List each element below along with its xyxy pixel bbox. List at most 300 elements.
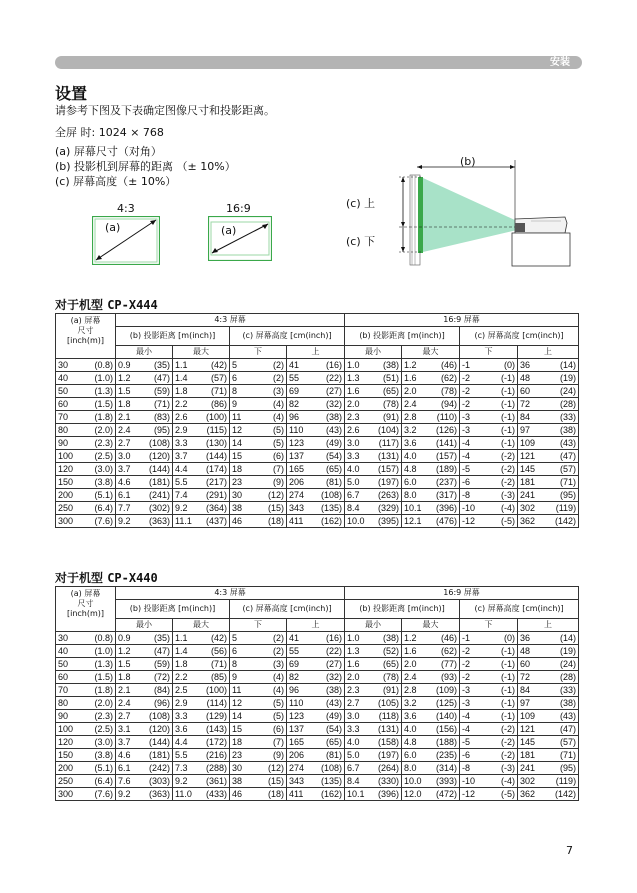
- value-cell: [345, 632, 402, 645]
- value-cell: [173, 424, 230, 437]
- cell-value: 90: [58, 711, 69, 721]
- cell-paren-value: (-1): [501, 672, 516, 682]
- cell-value: 6.0: [404, 750, 417, 760]
- cell-paren-value: (43): [326, 698, 343, 708]
- value-cell: [287, 463, 345, 476]
- value-cell: [173, 645, 230, 658]
- value-cell: [287, 684, 345, 697]
- cell-paren-value: (1.5): [94, 672, 113, 682]
- cell-paren-value: (172): [205, 737, 227, 747]
- value-cell: [173, 710, 230, 723]
- table-row: [56, 450, 579, 463]
- cell-value: 100: [58, 724, 74, 734]
- cell-value: 15: [232, 451, 243, 461]
- value-cell: [345, 788, 402, 801]
- value-cell: [518, 723, 579, 736]
- cell-paren-value: (62): [441, 646, 458, 656]
- table-row: [56, 775, 579, 788]
- value-cell: [345, 658, 402, 671]
- cell-paren-value: (2): [273, 646, 284, 656]
- cell-paren-value: (27): [326, 386, 343, 396]
- cell-paren-value: (0): [504, 633, 516, 643]
- cell-value: 6: [232, 646, 238, 656]
- cell-paren-value: (197): [378, 750, 400, 760]
- cell-value: 165: [289, 464, 305, 474]
- cell-paren-value: (141): [436, 438, 458, 448]
- cell-value: -5: [462, 464, 471, 474]
- value-cell: [460, 463, 518, 476]
- cell-paren-value: (-1): [501, 412, 516, 422]
- value-cell: [116, 411, 173, 424]
- screen-size-cell: [56, 463, 116, 476]
- cell-paren-value: (162): [321, 789, 343, 799]
- cell-paren-value: (35): [153, 360, 170, 370]
- header-distance-43: (b) 投影距离 [m(inch)]: [116, 327, 230, 346]
- cell-paren-value: (3): [273, 386, 284, 396]
- value-cell: [287, 697, 345, 710]
- cell-paren-value: (396): [378, 789, 400, 799]
- cell-paren-value: (110): [436, 412, 458, 422]
- cell-value: 3.6: [404, 711, 417, 721]
- value-cell: [518, 658, 579, 671]
- cell-paren-value: (16): [326, 633, 343, 643]
- value-cell: [345, 775, 402, 788]
- cell-value: 3.3: [175, 711, 188, 721]
- cell-value: 5.0: [347, 750, 360, 760]
- ratio-169-tag: (a): [221, 224, 237, 237]
- value-cell: [345, 450, 402, 463]
- cell-paren-value: (303): [148, 776, 170, 786]
- cell-value: -8: [462, 490, 471, 500]
- cell-value: 2.4: [404, 399, 417, 409]
- value-cell: [518, 684, 579, 697]
- cell-value: 72: [520, 399, 531, 409]
- value-cell: [230, 710, 287, 723]
- value-cell: [402, 658, 460, 671]
- cell-paren-value: (361): [205, 776, 227, 786]
- cell-paren-value: (1.0): [94, 373, 113, 383]
- value-cell: [345, 411, 402, 424]
- cell-paren-value: (7.6): [94, 516, 113, 526]
- value-cell: [518, 632, 579, 645]
- cell-value: 274: [289, 490, 305, 500]
- cell-paren-value: (9): [273, 750, 284, 760]
- cell-value: 2.4: [118, 425, 131, 435]
- cell-value: 72: [520, 672, 531, 682]
- model-title-1: [55, 296, 158, 313]
- cell-paren-value: (263): [378, 490, 400, 500]
- cell-paren-value: (135): [321, 776, 343, 786]
- value-cell: [287, 775, 345, 788]
- cell-paren-value: (-5): [501, 516, 516, 526]
- value-cell: [402, 749, 460, 762]
- value-cell: [460, 749, 518, 762]
- cell-paren-value: (71): [210, 659, 227, 669]
- cell-value: 2.0: [347, 399, 360, 409]
- cell-paren-value: (33): [560, 685, 577, 695]
- value-cell: [460, 658, 518, 671]
- cell-value: 121: [520, 724, 536, 734]
- value-cell: [460, 437, 518, 450]
- value-cell: [518, 645, 579, 658]
- cell-paren-value: (-1): [501, 373, 516, 383]
- value-cell: [230, 502, 287, 515]
- cell-value: 241: [520, 763, 536, 773]
- cell-paren-value: (181): [148, 477, 170, 487]
- value-cell: [230, 424, 287, 437]
- screen-size-cell: [56, 736, 116, 749]
- value-cell: [287, 385, 345, 398]
- cell-paren-value: (0.8): [94, 633, 113, 643]
- cell-value: 40: [58, 646, 69, 656]
- screen-size-cell: [56, 775, 116, 788]
- value-cell: [173, 385, 230, 398]
- value-cell: [518, 372, 579, 385]
- cell-paren-value: (49): [326, 711, 343, 721]
- cell-paren-value: (16): [326, 360, 343, 370]
- cell-value: 6.0: [404, 477, 417, 487]
- value-cell: [287, 632, 345, 645]
- cell-paren-value: (7.6): [94, 789, 113, 799]
- value-cell: [402, 736, 460, 749]
- header-down: 下: [230, 619, 287, 632]
- cell-value: -4: [462, 451, 471, 461]
- cell-paren-value: (2.3): [94, 711, 113, 721]
- cell-paren-value: (4): [273, 412, 284, 422]
- cell-paren-value: (6): [273, 451, 284, 461]
- value-cell: [230, 359, 287, 372]
- cell-paren-value: (86): [210, 399, 227, 409]
- value-cell: [230, 632, 287, 645]
- screen-size-cell: [56, 762, 116, 775]
- value-cell: [173, 762, 230, 775]
- value-cell: [518, 359, 579, 372]
- screen-size-cell: [56, 398, 116, 411]
- cell-paren-value: (0.8): [94, 360, 113, 370]
- cell-value: 137: [289, 451, 305, 461]
- cell-value: 100: [58, 451, 74, 461]
- cell-paren-value: (49): [326, 438, 343, 448]
- value-cell: [116, 723, 173, 736]
- cell-paren-value: (56): [210, 646, 227, 656]
- cell-value: 2.2: [175, 672, 188, 682]
- cell-value: 3.7: [175, 451, 188, 461]
- value-cell: [230, 645, 287, 658]
- value-cell: [402, 762, 460, 775]
- cell-value: 1.2: [404, 360, 417, 370]
- cell-value: 4.4: [175, 464, 188, 474]
- diagram-label-c-down: (c) 下: [346, 235, 376, 248]
- model-name: CP-X444: [107, 298, 158, 312]
- header-screen-size: (a) 屏幕 尺寸 [inch(m)]: [56, 314, 116, 359]
- cell-value: -2: [462, 659, 471, 669]
- table-row: [56, 671, 579, 684]
- cell-paren-value: (241): [148, 490, 170, 500]
- cell-paren-value: (6.4): [94, 503, 113, 513]
- header-up: 上: [287, 346, 345, 359]
- value-cell: [518, 697, 579, 710]
- cell-value: 1.8: [118, 399, 131, 409]
- cell-paren-value: (47): [560, 724, 577, 734]
- cell-paren-value: (94): [441, 399, 458, 409]
- value-cell: [460, 788, 518, 801]
- cell-value: 1.8: [175, 386, 188, 396]
- value-cell: [518, 775, 579, 788]
- cell-paren-value: (5): [273, 438, 284, 448]
- value-cell: [345, 671, 402, 684]
- cell-value: 1.0: [347, 360, 360, 370]
- screen-size-cell: [56, 671, 116, 684]
- header-max: 最大: [402, 619, 460, 632]
- cell-value: 4.8: [404, 737, 417, 747]
- cell-paren-value: (-2): [501, 451, 516, 461]
- cell-value: 82: [289, 399, 300, 409]
- cell-paren-value: (-1): [501, 438, 516, 448]
- cell-value: 97: [520, 425, 531, 435]
- value-cell: [116, 398, 173, 411]
- cell-paren-value: (157): [378, 464, 400, 474]
- cell-value: 7.7: [118, 503, 131, 513]
- cell-paren-value: (7): [273, 737, 284, 747]
- cell-paren-value: (-1): [501, 399, 516, 409]
- cell-value: 250: [58, 776, 74, 786]
- header-min: 最小: [116, 346, 173, 359]
- cell-paren-value: (143): [205, 724, 227, 734]
- cell-value: 1.8: [118, 672, 131, 682]
- screen-size-cell: [56, 359, 116, 372]
- cell-paren-value: (42): [210, 633, 227, 643]
- cell-paren-value: (-4): [501, 503, 516, 513]
- cell-value: 50: [58, 386, 69, 396]
- cell-value: -2: [462, 646, 471, 656]
- ratio-43-tag: (a): [105, 221, 121, 234]
- value-cell: [287, 762, 345, 775]
- cell-value: 18: [232, 464, 243, 474]
- cell-value: 40: [58, 373, 69, 383]
- screen-size-cell: [56, 424, 116, 437]
- value-cell: [402, 710, 460, 723]
- cell-paren-value: (28): [560, 672, 577, 682]
- cell-value: 302: [520, 776, 536, 786]
- cell-paren-value: (1.5): [94, 399, 113, 409]
- cell-paren-value: (-1): [501, 698, 516, 708]
- cell-paren-value: (118): [378, 711, 400, 721]
- cell-paren-value: (3.8): [94, 477, 113, 487]
- cell-paren-value: (18): [267, 789, 284, 799]
- value-cell: [460, 671, 518, 684]
- cell-paren-value: (96): [153, 698, 170, 708]
- cell-value: 12.0: [404, 789, 422, 799]
- cell-value: 362: [520, 789, 536, 799]
- cell-paren-value: (108): [148, 438, 170, 448]
- cell-paren-value: (54): [326, 451, 343, 461]
- table-row: [56, 788, 579, 801]
- cell-value: 3.1: [118, 724, 131, 734]
- value-cell: [287, 723, 345, 736]
- cell-value: -6: [462, 477, 471, 487]
- cell-paren-value: (57): [560, 464, 577, 474]
- cell-value: 36: [520, 360, 531, 370]
- cell-paren-value: (108): [321, 763, 343, 773]
- cell-value: -4: [462, 711, 471, 721]
- value-cell: [460, 762, 518, 775]
- cell-paren-value: (-2): [501, 737, 516, 747]
- model-prefix: 对于机型: [55, 571, 108, 585]
- cell-value: 8.0: [404, 490, 417, 500]
- cell-value: 70: [58, 412, 69, 422]
- cell-paren-value: (0): [504, 360, 516, 370]
- screen-size-cell: [56, 437, 116, 450]
- cell-paren-value: (105): [378, 698, 400, 708]
- cell-value: 8: [232, 659, 238, 669]
- cell-paren-value: (7): [273, 464, 284, 474]
- cell-value: 18: [232, 737, 243, 747]
- cell-value: 50: [58, 659, 69, 669]
- cell-paren-value: (317): [436, 490, 458, 500]
- value-cell: [116, 775, 173, 788]
- intro-text: 请参考下图及下表确定图像尺寸和投影距离。: [55, 104, 275, 117]
- cell-paren-value: (363): [148, 789, 170, 799]
- cell-value: 2.2: [175, 399, 188, 409]
- cell-value: 46: [232, 789, 243, 799]
- value-cell: [173, 736, 230, 749]
- cell-paren-value: (100): [205, 412, 227, 422]
- cell-value: -3: [462, 412, 471, 422]
- value-cell: [518, 437, 579, 450]
- cell-value: 7.3: [175, 763, 188, 773]
- cell-paren-value: (71): [153, 399, 170, 409]
- cell-paren-value: (38): [326, 685, 343, 695]
- value-cell: [345, 697, 402, 710]
- cell-paren-value: (43): [326, 425, 343, 435]
- value-cell: [460, 489, 518, 502]
- cell-value: -1: [462, 360, 471, 370]
- cell-paren-value: (91): [383, 685, 400, 695]
- header-169-screen: 16:9 屏幕: [345, 314, 579, 327]
- cell-value: 36: [520, 633, 531, 643]
- cell-paren-value: (120): [148, 451, 170, 461]
- screen-size-cell: [56, 450, 116, 463]
- value-cell: [345, 645, 402, 658]
- value-cell: [518, 450, 579, 463]
- value-cell: [230, 671, 287, 684]
- cell-paren-value: (12): [267, 490, 284, 500]
- value-cell: [345, 684, 402, 697]
- table-row: [56, 515, 579, 528]
- cell-paren-value: (217): [205, 477, 227, 487]
- value-cell: [287, 736, 345, 749]
- value-cell: [287, 372, 345, 385]
- cell-value: 137: [289, 724, 305, 734]
- value-cell: [460, 424, 518, 437]
- value-cell: [460, 398, 518, 411]
- cell-value: 241: [520, 490, 536, 500]
- cell-paren-value: (393): [436, 776, 458, 786]
- screen-size-cell: [56, 476, 116, 489]
- value-cell: [116, 502, 173, 515]
- cell-value: 9.2: [118, 516, 131, 526]
- cell-paren-value: (85): [210, 672, 227, 682]
- diagram-label-b: (b): [460, 155, 476, 168]
- cell-value: 2.1: [118, 412, 131, 422]
- cell-value: 5: [232, 633, 238, 643]
- cell-value: -4: [462, 724, 471, 734]
- value-cell: [345, 723, 402, 736]
- diagram-label-c-up: (c) 上: [346, 197, 376, 210]
- cell-value: 96: [289, 412, 300, 422]
- cell-paren-value: (5.1): [94, 490, 113, 500]
- cell-paren-value: (38): [383, 633, 400, 643]
- cell-value: 8.4: [347, 776, 360, 786]
- cell-paren-value: (1.8): [94, 685, 113, 695]
- cell-value: 2.6: [175, 412, 188, 422]
- cell-paren-value: (126): [436, 425, 458, 435]
- cell-paren-value: (2.0): [94, 698, 113, 708]
- cell-value: 165: [289, 737, 305, 747]
- cell-paren-value: (189): [436, 464, 458, 474]
- value-cell: [116, 762, 173, 775]
- cell-value: 2.7: [347, 698, 360, 708]
- cell-value: 3.3: [347, 451, 360, 461]
- screen-size-cell: [56, 684, 116, 697]
- value-cell: [345, 762, 402, 775]
- value-cell: [518, 710, 579, 723]
- cell-value: 10.0: [404, 776, 422, 786]
- value-cell: [518, 671, 579, 684]
- cell-paren-value: (24): [560, 659, 577, 669]
- table-row: [56, 372, 579, 385]
- value-cell: [345, 710, 402, 723]
- cell-value: 362: [520, 516, 536, 526]
- cell-paren-value: (65): [383, 386, 400, 396]
- cell-value: 6.7: [347, 490, 360, 500]
- cell-value: 4.8: [404, 464, 417, 474]
- cell-value: 69: [289, 659, 300, 669]
- cell-value: 3.0: [347, 711, 360, 721]
- cell-value: 1.6: [404, 646, 417, 656]
- cell-paren-value: (120): [148, 724, 170, 734]
- value-cell: [287, 710, 345, 723]
- cell-paren-value: (3): [273, 659, 284, 669]
- cell-value: 274: [289, 763, 305, 773]
- cell-paren-value: (330): [378, 776, 400, 786]
- cell-paren-value: (364): [205, 503, 227, 513]
- cell-paren-value: (77): [441, 659, 458, 669]
- cell-value: 2.4: [404, 672, 417, 682]
- value-cell: [116, 658, 173, 671]
- header-up: 上: [518, 619, 579, 632]
- cell-value: 46: [232, 516, 243, 526]
- cell-value: 10.1: [347, 789, 365, 799]
- cell-value: 9.2: [175, 503, 188, 513]
- cell-paren-value: (396): [436, 503, 458, 513]
- value-cell: [345, 398, 402, 411]
- cell-paren-value: (33): [560, 412, 577, 422]
- value-cell: [173, 476, 230, 489]
- header-max: 最大: [402, 346, 460, 359]
- value-cell: [460, 372, 518, 385]
- cell-paren-value: (-2): [501, 750, 516, 760]
- cell-value: 30: [232, 490, 243, 500]
- cell-value: 6.1: [118, 763, 131, 773]
- cell-paren-value: (22): [326, 373, 343, 383]
- value-cell: [345, 463, 402, 476]
- value-cell: [116, 463, 173, 476]
- cell-value: 5: [232, 360, 238, 370]
- value-cell: [518, 749, 579, 762]
- cell-value: -2: [462, 399, 471, 409]
- page-number: 7: [566, 844, 573, 857]
